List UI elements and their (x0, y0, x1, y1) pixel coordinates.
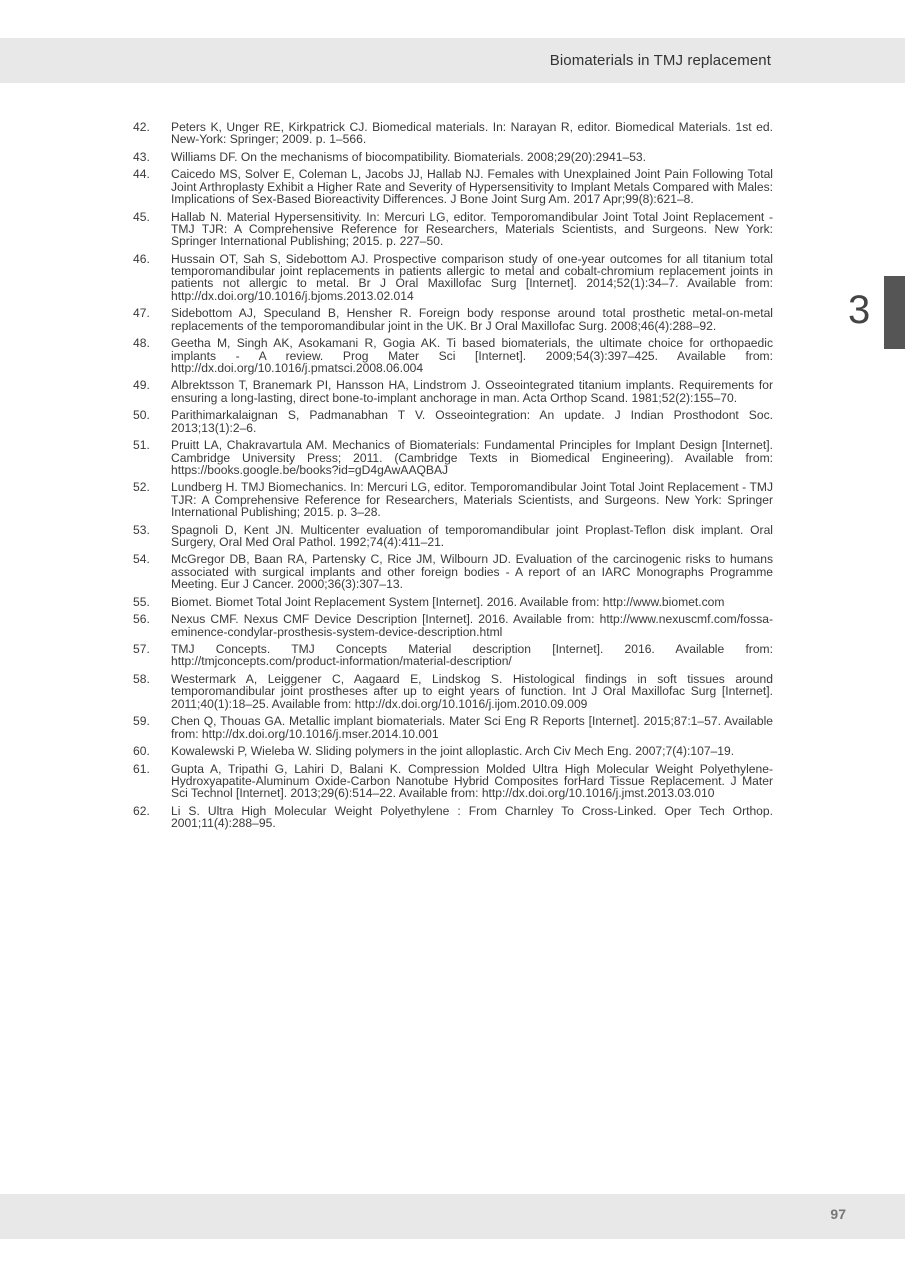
reference-number: 61. (133, 761, 150, 776)
reference-text: Pruitt LA, Chakravartula AM. Mechanics of Biomaterials: Fundamental Principles for Implant Design [Internet]. Cambridge University Press; 2011. (Cambridge Texts in Biomedical Engineering). Available from: https://books.google.be/books?id=gD4gAwAAQBAJ (171, 438, 773, 477)
reference-text: Peters K, Unger RE, Kirkpatrick CJ. Biomedical materials. In: Narayan R, editor. Biomedical Materials. 1st ed. New-York: Springer; 2009. p. 1–566. (171, 120, 773, 147)
reference-item (133, 481, 773, 518)
reference-item (133, 805, 773, 830)
reference-number: 52. (133, 480, 150, 495)
reference-text: Sidebottom AJ, Speculand B, Hensher R. Foreign body response around total prosthetic metal-on-metal replacements of the temporomandibular joint in the UK. Br J Oral Maxillofac Surg. 2008;46(4):288–92. (171, 306, 773, 333)
chapter-number: 3 (848, 288, 871, 332)
reference-number: 54. (133, 552, 150, 567)
reference-item (133, 439, 773, 476)
reference-number: 43. (133, 149, 150, 164)
reference-item (133, 524, 773, 549)
reference-text: Spagnoli D, Kent JN. Multicenter evaluation of temporomandibular joint Proplast-Teflon disk implant. Oral Surgery, Oral Med Oral Pathol. 1992;74(4):411–21. (171, 522, 773, 549)
reference-text: Hussain OT, Sah S, Sidebottom AJ. Prospective comparison study of one-year outcomes for all titanium total temporomandibular joint replacements in patients allergic to metal and cobalt-chromium replacement joints in patients not allergic to metal. Br J Oral Maxillofac Surg [Internet]. 2014;52(1):34–7. Available from: http://dx.doi.org/10.1016/j.bjoms.2013.02.014 (171, 251, 773, 303)
reference-item (133, 168, 773, 205)
reference-item (133, 337, 773, 374)
reference-item (133, 643, 773, 668)
reference-text: Lundberg H. TMJ Biomechanics. In: Mercuri LG, editor. Temporomandibular Joint Total Joint Replacement - TMJ TJR: A Comprehensive Reference for Researchers, Materials Scientists, and Surgeons. New York: Springer International Publishing; 2015. p. 3–28. (171, 480, 773, 519)
reference-item (133, 151, 773, 163)
reference-item (133, 409, 773, 434)
reference-number: 46. (133, 251, 150, 266)
reference-item (133, 596, 773, 608)
reference-text: Geetha M, Singh AK, Asokamani R, Gogia AK. Ti based biomaterials, the ultimate choice for orthopaedic implants - A review. Prog Mater Sci [Internet]. 2009;54(3):397–425. Available from: http://dx.doi.org/10.1016/j.pmatsci.2008.06.004 (171, 336, 773, 375)
reference-number: 50. (133, 408, 150, 423)
running-header (0, 38, 905, 83)
reference-number: 42. (133, 120, 150, 134)
reference-number: 58. (133, 672, 150, 687)
reference-text: Biomet. Biomet Total Joint Replacement System [Internet]. 2016. Available from: http://www.biomet.com (171, 594, 725, 609)
reference-number: 62. (133, 803, 150, 818)
reference-text: Albrektsson T, Branemark PI, Hansson HA, Lindstrom J. Osseointegrated titanium implants. Requirements for ensuring a long-lasting, direct bone-to-implant anchorage in man. Acta Orthop Scand. 1981;52(2):155–70. (171, 378, 773, 405)
reference-text: TMJ Concepts. TMJ Concepts Material description [Internet]. 2016. Available from: http://tmjconcepts.com/product-information/material-description/ (171, 642, 773, 669)
reference-text: Chen Q, Thouas GA. Metallic implant biomaterials. Mater Sci Eng R Reports [Internet]. 2015;87:1–57. Available from: http://dx.doi.org/10.1016/j.mser.2014.10.001 (171, 714, 773, 741)
reference-number: 44. (133, 167, 150, 182)
reference-text: Parithimarkalaignan S, Padmanabhan T V. Osseointegration: An update. J Indian Prosthodont Soc. 2013;13(1):2–6. (171, 408, 773, 435)
reference-item (133, 715, 773, 740)
reference-number: 49. (133, 378, 150, 393)
reference-item (133, 745, 773, 757)
reference-item (133, 211, 773, 248)
reference-item (133, 763, 773, 800)
reference-text: Kowalewski P, Wieleba W. Sliding polymers in the joint alloplastic. Arch Civ Mech Eng. 2007;7(4):107–19. (171, 744, 735, 759)
reference-text: Li S. Ultra High Molecular Weight Polyethylene : From Charnley To Cross-Linked. Oper Tech Orthop. 2001;11(4):288–95. (171, 803, 773, 831)
reference-item (133, 613, 773, 638)
reference-number: 47. (133, 306, 150, 321)
chapter-tab-marker (884, 276, 905, 349)
reference-number: 59. (133, 714, 150, 729)
reference-item (133, 253, 773, 302)
reference-number: 48. (133, 336, 150, 351)
reference-text: Williams DF. On the mechanisms of biocompatibility. Biomaterials. 2008;29(20):2941–53. (171, 149, 647, 164)
reference-item (133, 379, 773, 404)
reference-number: 57. (133, 642, 150, 657)
reference-text: Westermark A, Leiggener C, Aagaard E, Lindskog S. Histological findings in soft tissues around temporomandibular joint prostheses after up to eight years of function. Int J Oral Maxillofac Surg [Internet]. 2011;40(1):18–25. Available from: http://dx.doi.org/10.1016/j.ijom.2010.09.009 (171, 672, 773, 711)
reference-number: 53. (133, 522, 150, 537)
reference-number: 45. (133, 209, 150, 224)
reference-text: Gupta A, Tripathi G, Lahiri D, Balani K. Compression Molded Ultra High Molecular Weight Polyethylene-Hydroxyapatite-Aluminum Oxide-Carbon Nanotube Hybrid Composites forHard Tissue Replacement. J Mater Sci Technol [Internet]. 2013;29(6):514–22. Available from: http://dx.doi.org/10.1016/j.jmst.2013.03.010 (171, 761, 773, 801)
reference-item (133, 553, 773, 590)
reference-item (133, 121, 773, 146)
reference-number: 55. (133, 594, 150, 609)
reference-number: 51. (133, 438, 150, 453)
reference-text: Hallab N. Material Hypersensitivity. In: Mercuri LG, editor. Temporomandibular Joint Total Joint Replacement - TMJ TJR: A Comprehensive Reference for Researchers, Materials Scientists, and Surgeons. New York: Springer International Publishing; 2015. p. 227–50. (171, 209, 773, 249)
reference-number: 56. (133, 612, 150, 627)
reference-text: Caicedo MS, Solver E, Coleman L, Jacobs JJ, Hallab NJ. Females with Unexplained Joint Pain Following Total Joint Arthroplasty Exhibit a Higher Rate and Severity of Hypersensitivity to Implant Metals Compared with Males: Implications of Sex-Based Bioreactivity Differences. J Bone Joint Surg Am. 2017 Apr;99(8):621–8. (171, 167, 773, 207)
page-number: 97 (830, 1206, 846, 1222)
reference-list (133, 121, 773, 835)
reference-item (133, 307, 773, 332)
reference-text: Nexus CMF. Nexus CMF Device Description [Internet]. 2016. Available from: http://www.nexuscmf.com/fossa-eminence-condylar-prosthesis-system-device-description.html (171, 612, 773, 639)
reference-number: 60. (133, 744, 150, 759)
reference-text: McGregor DB, Baan RA, Partensky C, Rice JM, Wilbourn JD. Evaluation of the carcinogenic risks to humans associated with surgical implants and other foreign bodies - A report of an IARC Monographs Programme Meeting. Eur J Cancer. 2000;36(3):307–13. (171, 552, 773, 592)
page-footer (0, 1194, 905, 1239)
running-header-title: Biomaterials in TMJ replacement (549, 52, 771, 69)
reference-item (133, 673, 773, 710)
